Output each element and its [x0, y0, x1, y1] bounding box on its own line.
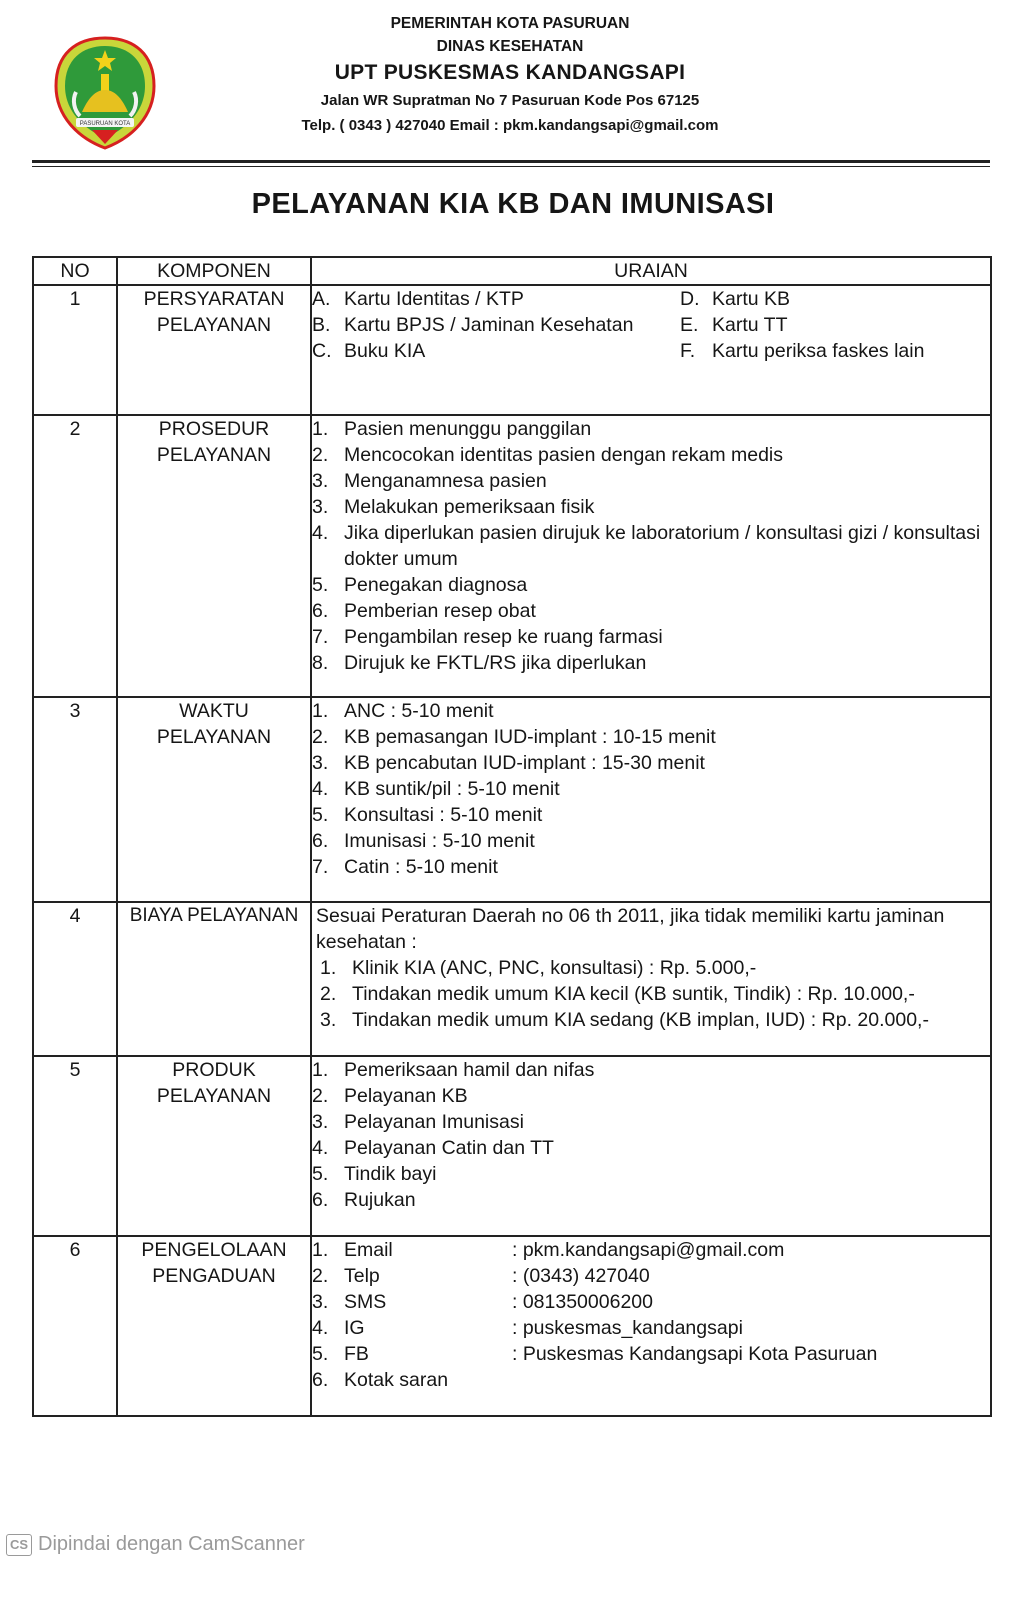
channel-value: : pkm.kandangsapi@gmail.com — [512, 1239, 785, 1261]
table-row — [33, 1056, 991, 1236]
government-name: PEMERINTAH KOTA PASURUAN — [390, 15, 630, 32]
component-label: PROSEDUR — [158, 418, 270, 440]
component-label: PELAYANAN — [156, 1085, 272, 1107]
row-number: 6 — [33, 1236, 117, 1416]
requirement-item: D. Kartu KB — [680, 288, 791, 310]
row-number: 1 — [33, 285, 117, 415]
list-item: 3. Menganamnesa pasien — [312, 470, 547, 492]
requirement-item: F. Kartu periksa faskes lain — [680, 340, 925, 362]
camscanner-logo-icon: CS — [6, 1534, 32, 1556]
component-label: BIAYA PELAYANAN — [129, 905, 299, 926]
header-no: NO — [33, 257, 117, 285]
description-cell — [311, 1056, 991, 1236]
requirement-item: B. Kartu BPJS / Jaminan Kesehatan — [312, 314, 634, 336]
list-item: 8. Dirujuk ke FKTL/RS jika diperlukan — [312, 652, 647, 674]
document-title: PELAYANAN KIA KB DAN IMUNISASI — [251, 188, 775, 220]
description-cell — [311, 697, 991, 902]
institution-contact: Telp. ( 0343 ) 427040 Email : pkm.kandangsapi@gmail.com — [301, 117, 719, 134]
list-item: 2. Tindakan medik umum KIA kecil (KB suntik, Tindik) : Rp. 10.000,- — [320, 983, 915, 1005]
list-item: 7. Pengambilan resep ke ruang farmasi — [312, 626, 663, 648]
list-item: 4. Pelayanan Catin dan TT — [312, 1137, 554, 1159]
logo-motto: PASURUAN KOTA — [79, 121, 131, 127]
institution-address: Jalan WR Supratman No 7 Pasuruan Kode Pos 67125 — [320, 92, 700, 109]
table-row — [33, 415, 991, 697]
channel-label: 2. Telp — [312, 1265, 380, 1287]
component-label: PELAYANAN — [156, 726, 272, 748]
channel-value: : puskesmas_kandangsapi — [512, 1317, 743, 1339]
list-item: 5. Konsultasi : 5-10 menit — [312, 804, 543, 826]
product-list — [312, 1057, 990, 1213]
channel-label: 5. FB — [312, 1343, 369, 1365]
requirement-item: E. Kartu TT — [680, 314, 788, 336]
list-item: 1. Pasien menunggu panggilan — [312, 418, 592, 440]
list-item: 3. KB pencabutan IUD-implant : 15-30 menit — [312, 752, 705, 774]
list-item: 1. Pemeriksaan hamil dan nifas — [312, 1059, 595, 1081]
channel-label: 6. Kotak saran — [312, 1369, 449, 1391]
list-item: 4. Jika diperlukan pasien dirujuk ke laboratorium / konsultasi gizi / konsultasi dokter umum — [312, 522, 981, 570]
list-item: 7. Catin : 5-10 menit — [312, 856, 498, 878]
list-item: 3. Pelayanan Imunisasi — [312, 1111, 524, 1133]
channel-label: 4. IG — [312, 1317, 365, 1339]
cost-intro: Sesuai Peraturan Daerah no 06 th 2011, jika tidak memiliki kartu jaminan kesehatan : — [316, 905, 945, 953]
list-item: 2. KB pemasangan IUD-implant : 10-15 menit — [312, 726, 716, 748]
letterhead-divider-thin — [32, 166, 990, 167]
component-cell — [117, 697, 311, 902]
list-item: 3. Melakukan pemeriksaan fisik — [312, 496, 595, 518]
component-label: PENGELOLAAN — [141, 1239, 287, 1261]
component-cell — [117, 285, 311, 415]
table-row — [33, 285, 991, 415]
scanner-watermark — [6, 1533, 305, 1556]
row-number: 4 — [33, 902, 117, 1056]
pasuruan-city-emblem-icon — [52, 34, 158, 152]
table-row — [33, 902, 991, 1056]
table-row — [33, 697, 991, 902]
component-label: PRODUK — [172, 1059, 256, 1081]
description-cell — [311, 902, 991, 1056]
complaint-channels — [312, 1237, 990, 1393]
list-item: 1. Klinik KIA (ANC, PNC, konsultasi) : Rp. 5.000,- — [320, 957, 757, 979]
row-number: 2 — [33, 415, 117, 697]
channel-value: : 081350006200 — [512, 1291, 653, 1313]
procedure-list — [312, 416, 990, 676]
list-item: 2. Mencocokan identitas pasien dengan rekam medis — [312, 444, 784, 466]
header-uraian: URAIAN — [311, 257, 991, 285]
table-row — [33, 1236, 991, 1416]
requirements-list — [312, 286, 990, 364]
channel-value — [512, 1367, 990, 1393]
component-cell — [117, 415, 311, 697]
component-label: PELAYANAN — [156, 314, 272, 336]
row-number: 5 — [33, 1056, 117, 1236]
component-cell — [117, 1236, 311, 1416]
requirement-item: C. Buku KIA — [312, 340, 426, 362]
component-label: PERSYARATAN — [143, 288, 285, 310]
channel-label: 3. SMS — [312, 1291, 387, 1313]
list-item: 1. ANC : 5-10 menit — [312, 700, 494, 722]
service-time-list — [312, 698, 990, 880]
list-item: 6. Pemberian resep obat — [312, 600, 536, 622]
row-number: 3 — [33, 697, 117, 902]
scanner-watermark-text: Dipindai dengan CamScanner — [38, 1533, 305, 1555]
letterhead-divider-thick — [32, 160, 990, 163]
list-item: 5. Tindik bayi — [312, 1163, 437, 1185]
channel-value: : Puskesmas Kandangsapi Kota Pasuruan — [512, 1343, 878, 1365]
channel-value: : (0343) 427040 — [512, 1265, 650, 1287]
list-item: 5. Penegakan diagnosa — [312, 574, 528, 596]
requirement-item: A. Kartu Identitas / KTP — [312, 288, 524, 310]
letterhead — [200, 12, 820, 138]
service-standard-table — [32, 256, 992, 1417]
component-cell — [117, 902, 311, 1056]
list-item: 2. Pelayanan KB — [312, 1085, 468, 1107]
description-cell — [311, 415, 991, 697]
component-label: WAKTU — [179, 700, 249, 722]
cost-list — [316, 955, 990, 1033]
description-cell — [311, 285, 991, 415]
list-item: 6. Rujukan — [312, 1189, 416, 1211]
component-label: PELAYANAN — [156, 444, 272, 466]
city-emblem-logo — [52, 34, 158, 152]
department-name: DINAS KESEHATAN — [436, 38, 584, 55]
channel-label: 1. Email — [312, 1239, 393, 1261]
description-cell — [311, 1236, 991, 1416]
list-item: 6. Imunisasi : 5-10 menit — [312, 830, 535, 852]
table-header-row — [33, 257, 991, 285]
component-cell — [117, 1056, 311, 1236]
list-item: 4. KB suntik/pil : 5-10 menit — [312, 778, 560, 800]
header-komponen: KOMPONEN — [117, 257, 311, 285]
component-label: PENGADUAN — [152, 1265, 276, 1287]
institution-name: UPT PUSKESMAS KANDANGSAPI — [334, 61, 686, 84]
list-item: 3. Tindakan medik umum KIA sedang (KB implan, IUD) : Rp. 20.000,- — [320, 1009, 929, 1031]
